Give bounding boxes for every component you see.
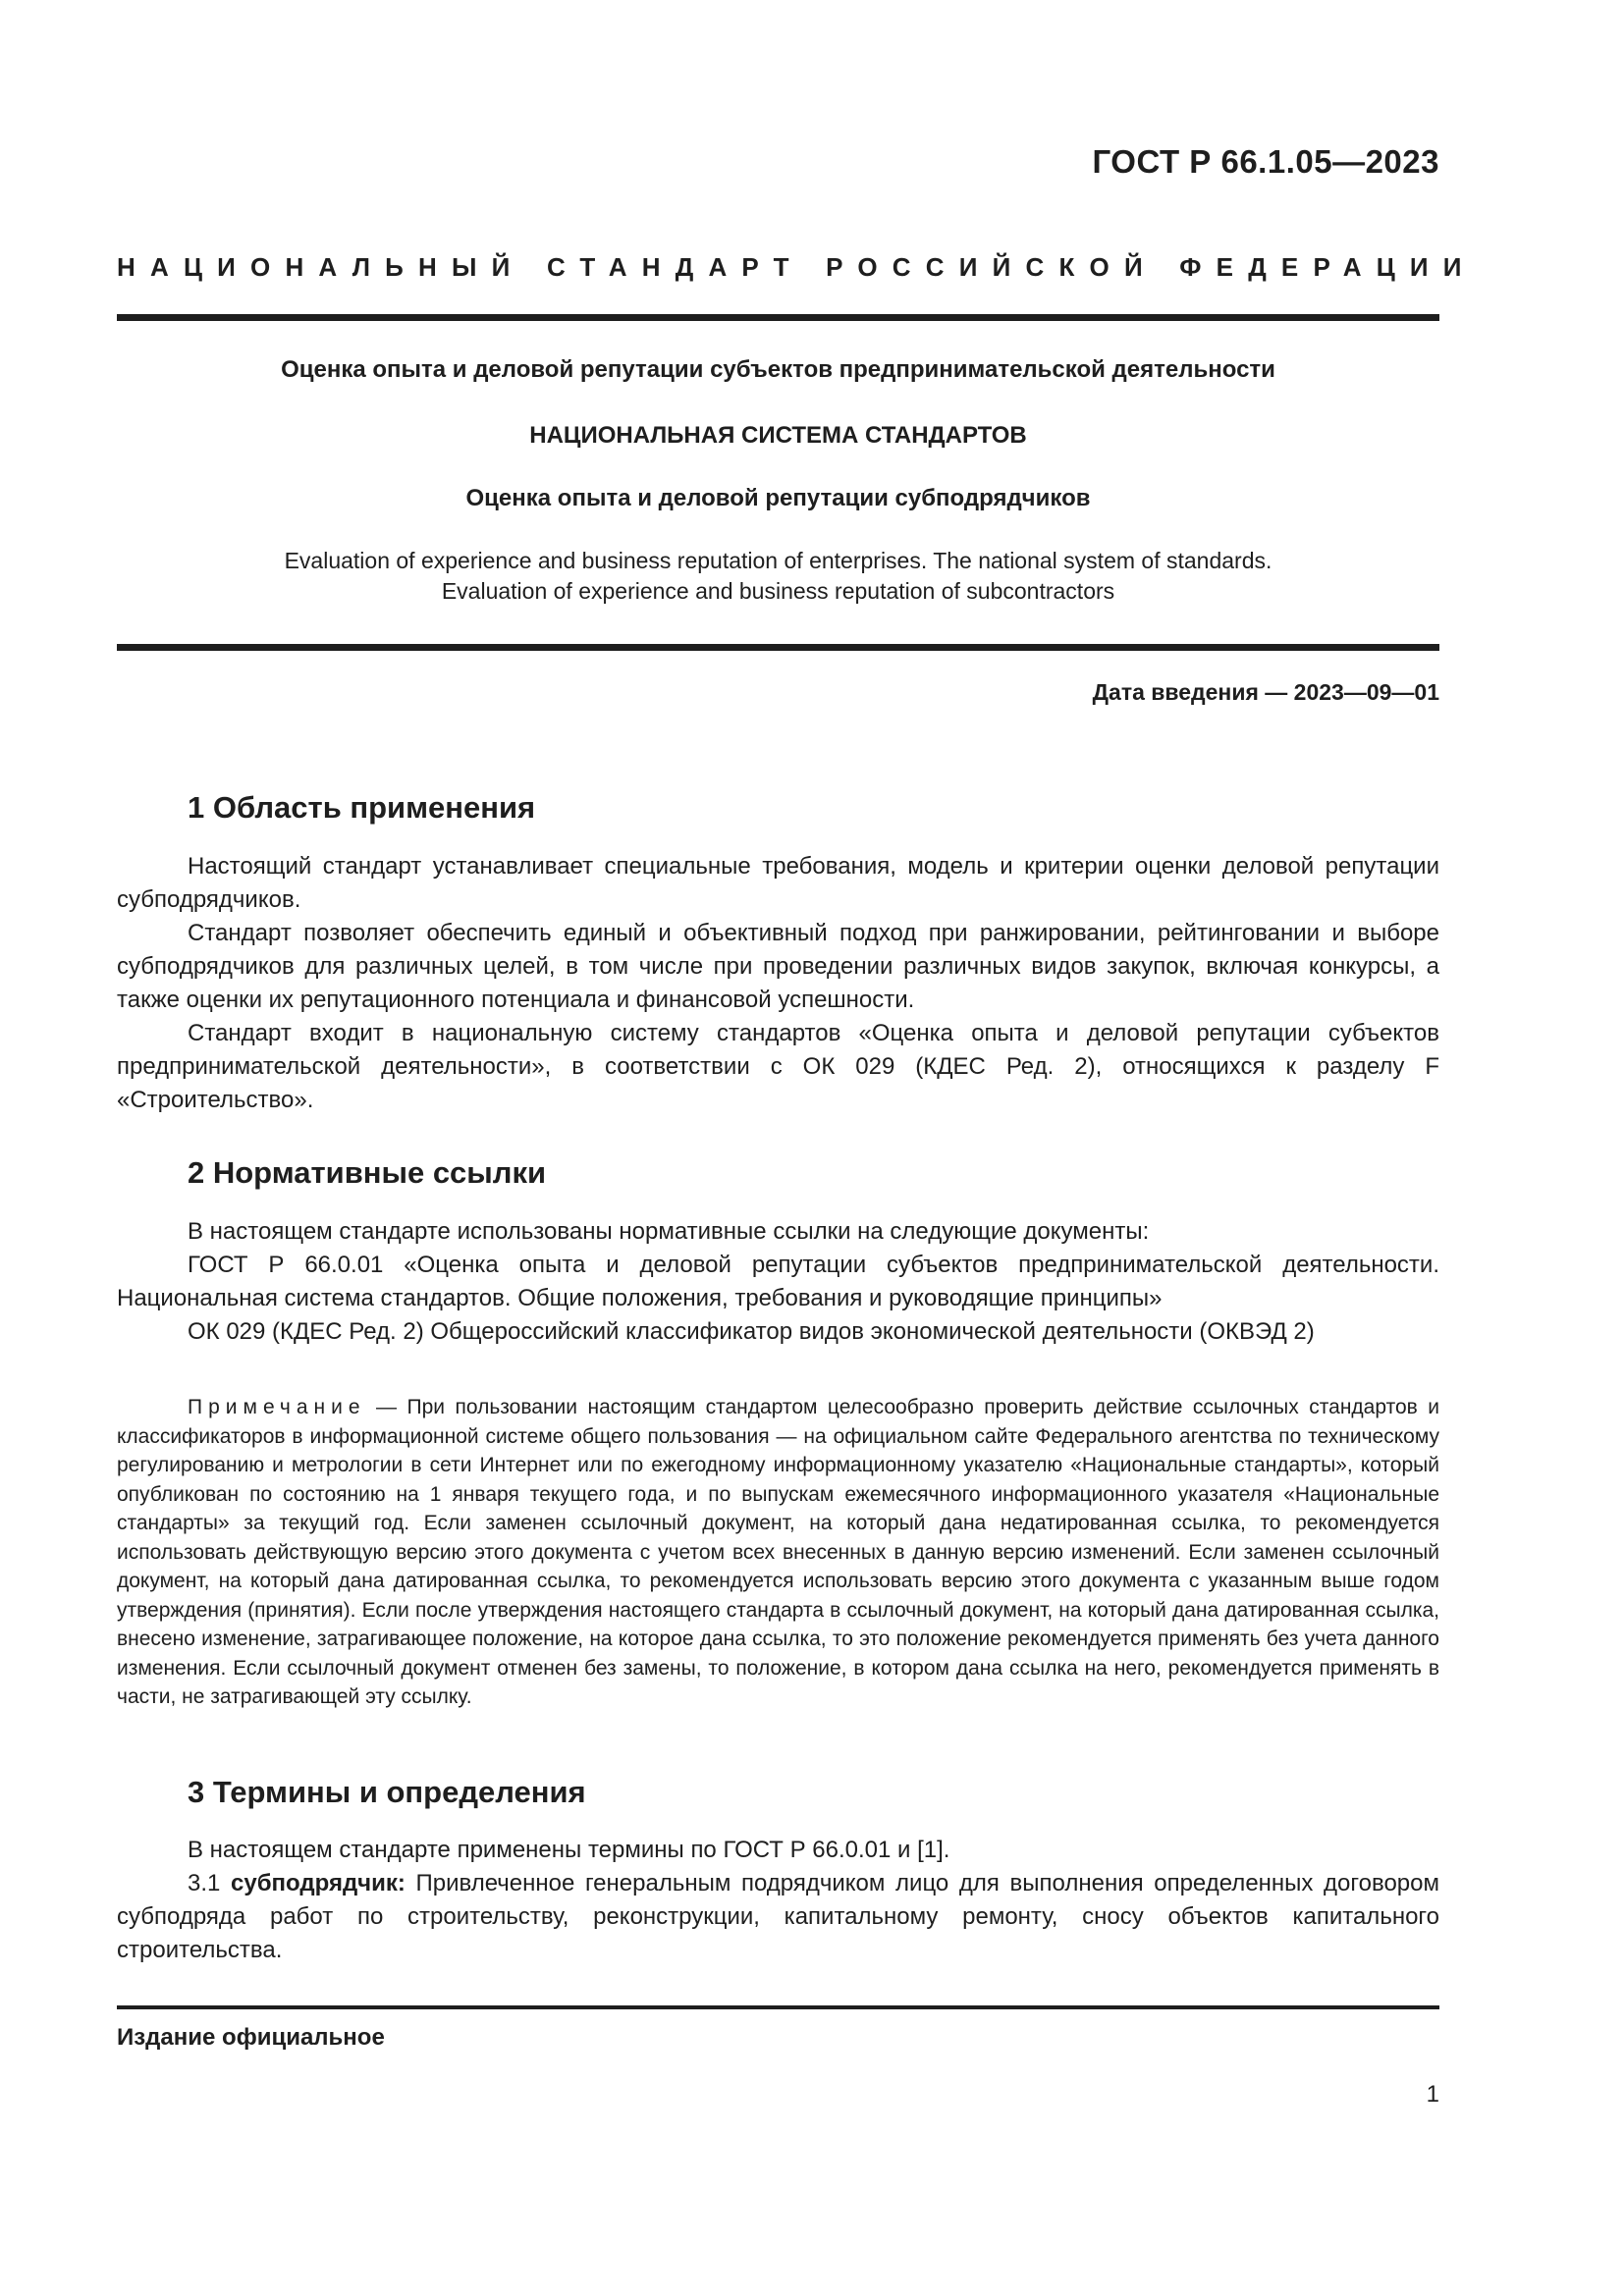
paragraph: Стандарт позволяет обеспечить единый и объективный подход при ранжировании, рейтинговании и выборе субподрядчиков для различных целей, в том числе при проведении различных видов закупок, включая конкурсы, а также оценки их репутационного потенциала и финансовой успешности.	[117, 920, 1439, 1013]
introduction-date: Дата введения — 2023—09—01	[1092, 679, 1439, 705]
paragraph: Настоящий стандарт устанавливает специальные требования, модель и критерии оценки деловой репутации субподрядчиков.	[117, 853, 1439, 913]
note-text: — При пользовании настоящим стандартом целесообразно проверить действие ссылочных стандартов и классификаторов в информационной системе общего пользования — на официальном сайте Федерального агентства по техническому регулированию и метрологии в сети Интернет или по ежегодному информационному указателю «Национальные стандарты», который опубликован по состоянию на 1 января текущего года, и по выпускам ежемесячного информационного указателя «Национальные стандарты» за текущий год. Если заменен ссылочный документ, на который дана недатированная ссылка, то рекомендуется использовать действующую версию этого документа с учетом всех внесенных в данную версию изменений. Если заменен ссылочный документ, на который дана датированная ссылка, то рекомендуется использовать версию этого документа с указанным выше годом утверждения (принятия). Если после утверждения настоящего стандарта в ссылочный документ, на который дана датированная ссылка, внесено изменение, затрагивающее положение, на которое дана ссылка, то это положение рекомендуется применять без учета данного изменения. Если ссылочный документ отменен без замены, то положение, в котором дана ссылка на него, рекомендуется применять в части, не затрагивающей эту ссылку.	[117, 1396, 1439, 1708]
series-title: Оценка опыта и деловой репутации субъектов предпринимательской деятельности	[281, 356, 1275, 383]
paragraph: Стандарт входит в национальную систему стандартов «Оценка опыта и деловой репутации субъектов предпринимательской деятельности», в соответствии с ОК 029 (КДЕС Ред. 2), относящихся к разделу F «Строительство».	[117, 1020, 1439, 1113]
section-3-heading: 3 Термины и определения	[188, 1775, 586, 1809]
document-page	[117, 0, 1477, 2296]
section-2-body	[117, 1215, 1439, 1349]
english-title-line-2: Evaluation of experience and business reputation of subcontractors	[441, 578, 1115, 604]
term-definition	[117, 1867, 1439, 1967]
paragraph: В настоящем стандарте применены термины по ГОСТ Р 66.0.01 и [1].	[188, 1837, 950, 1863]
system-title: НАЦИОНАЛЬНАЯ СИСТЕМА СТАНДАРТОВ	[529, 422, 1027, 449]
term-number: 3.1	[188, 1870, 231, 1896]
official-edition-label: Издание официальное	[117, 2024, 385, 2051]
subject-title: Оценка опыта и деловой репутации субподрядчиков	[465, 485, 1091, 511]
note-label: Примечание	[188, 1396, 366, 1418]
english-title	[117, 546, 1439, 607]
paragraph: В настоящем стандарте использованы нормативные ссылки на следующие документы:	[188, 1218, 1150, 1245]
term-text: Привлеченное генеральным подрядчиком лицо для выполнения определенных договором субподряда работ по строительству, реконструкции, капитальному ремонту, сносу объектов капитального строительства.	[117, 1870, 1440, 1963]
footer-divider	[117, 2005, 1439, 2009]
top-divider	[117, 314, 1439, 321]
section-1-body	[117, 850, 1439, 1117]
note-block	[117, 1393, 1439, 1712]
reference-item: ОК 029 (КДЕС Ред. 2) Общероссийский классификатор видов экономической деятельности (ОКВЭД 2)	[188, 1318, 1315, 1345]
english-title-line-1: Evaluation of experience and business reputation of enterprises. The national system of standards.	[284, 548, 1272, 573]
section-3-body	[117, 1834, 1439, 1967]
national-standard-banner: НАЦИОНАЛЬНЫЙ СТАНДАРТ РОССИЙСКОЙ ФЕДЕРАЦИИ	[117, 252, 1477, 282]
section-2-heading: 2 Нормативные ссылки	[188, 1155, 547, 1190]
term-name: субподрядчик:	[231, 1870, 406, 1896]
section-1-heading: 1 Область применения	[188, 790, 536, 825]
reference-item: ГОСТ Р 66.0.01 «Оценка опыта и деловой репутации субъектов предпринимательской деятельности. Национальная система стандартов. Общие положения, требования и руководящие принципы»	[117, 1252, 1439, 1311]
document-code: ГОСТ Р 66.1.05—2023	[1092, 143, 1439, 180]
page-number: 1	[1426, 2081, 1439, 2108]
title-divider	[117, 644, 1439, 651]
